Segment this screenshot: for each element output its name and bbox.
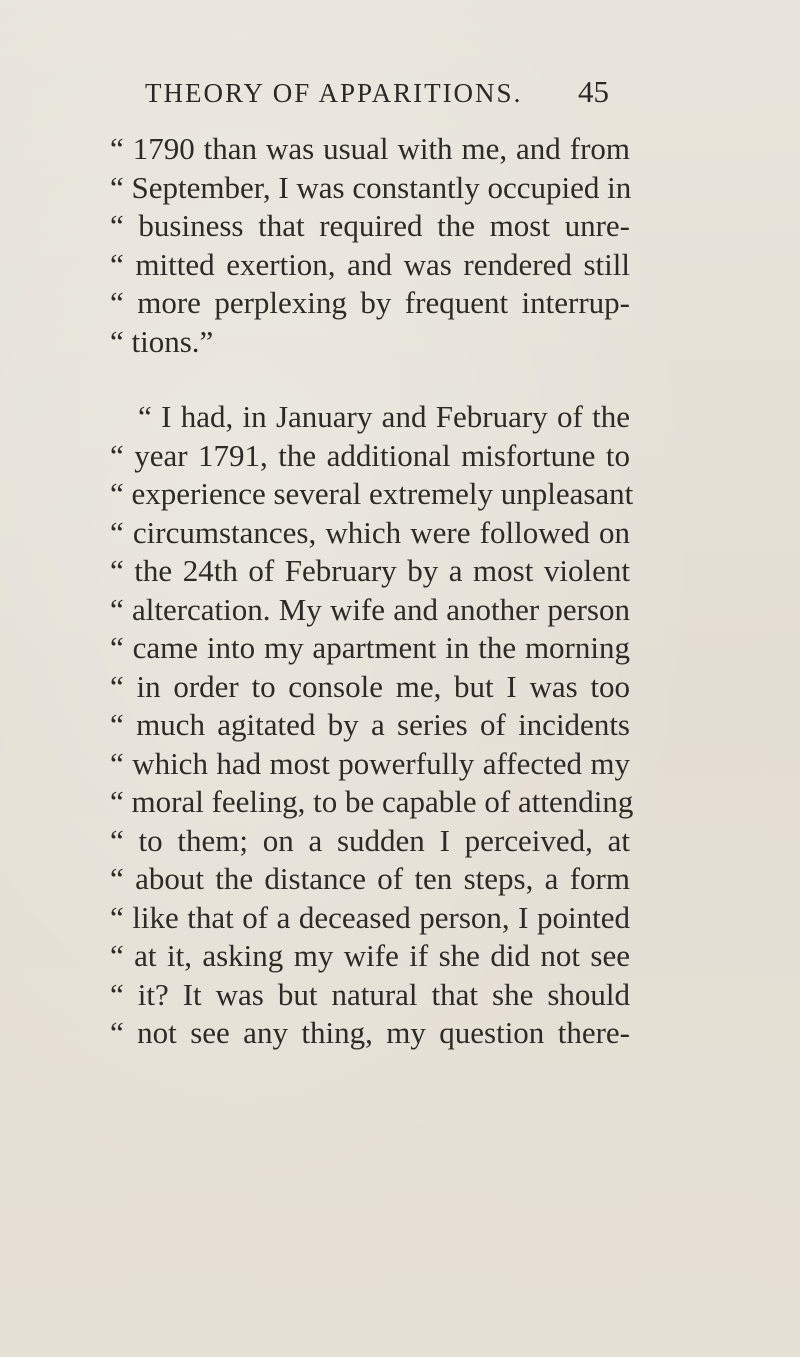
text-line: “ altercation. My wife and another person bbox=[110, 591, 630, 627]
text-line: “ tions.” bbox=[110, 323, 214, 359]
text-line: “ came into my apartment in the morning bbox=[110, 630, 630, 665]
text-line: “ much agitated by a series of incidents bbox=[110, 707, 630, 742]
running-head: THEORY OF APPARITIONS. bbox=[145, 78, 523, 108]
page-header bbox=[0, 74, 800, 114]
text-line: “ more perplexing by frequent interrup- bbox=[110, 285, 630, 320]
text-line: “ circumstances, which were followed on bbox=[110, 514, 630, 550]
text-line: “ September, I was constantly occupied in bbox=[110, 169, 632, 205]
text-line: “ about the distance of ten steps, a form bbox=[110, 861, 630, 896]
text-line: “ in order to console me, but I was too bbox=[110, 668, 630, 704]
text-line: “ 1790 than was usual with me, and from bbox=[110, 131, 630, 166]
paragraph-2 bbox=[110, 398, 634, 1053]
text-line: “ not see any thing, my question there- bbox=[110, 1015, 630, 1050]
paragraph-gap bbox=[110, 361, 630, 398]
text-line: “ to them; on a sudden I perceived, at bbox=[110, 822, 630, 858]
text-line: “ I had, in January and February of the bbox=[138, 399, 630, 434]
text-line: “ it? It was but natural that she should bbox=[110, 976, 630, 1012]
page-number: 45 bbox=[578, 74, 609, 109]
paragraph-1 bbox=[110, 130, 630, 361]
body-text bbox=[110, 130, 634, 1053]
text-line: “ like that of a deceased person, I pointed bbox=[110, 899, 630, 935]
text-line: “ at it, asking my wife if she did not see bbox=[110, 938, 630, 973]
text-line: “ which had most powerfully affected my bbox=[110, 745, 630, 781]
text-line: “ mitted exertion, and was rendered still bbox=[110, 246, 630, 282]
text-line: “ experience several extremely unpleasant bbox=[110, 476, 634, 511]
text-line: “ moral feeling, to be capable of attending bbox=[110, 784, 634, 819]
text-line: “ year 1791, the additional misfortune to bbox=[110, 437, 630, 473]
text-line: “ business that required the most unre- bbox=[110, 208, 630, 243]
text-line: “ the 24th of February by a most violent bbox=[110, 553, 630, 588]
